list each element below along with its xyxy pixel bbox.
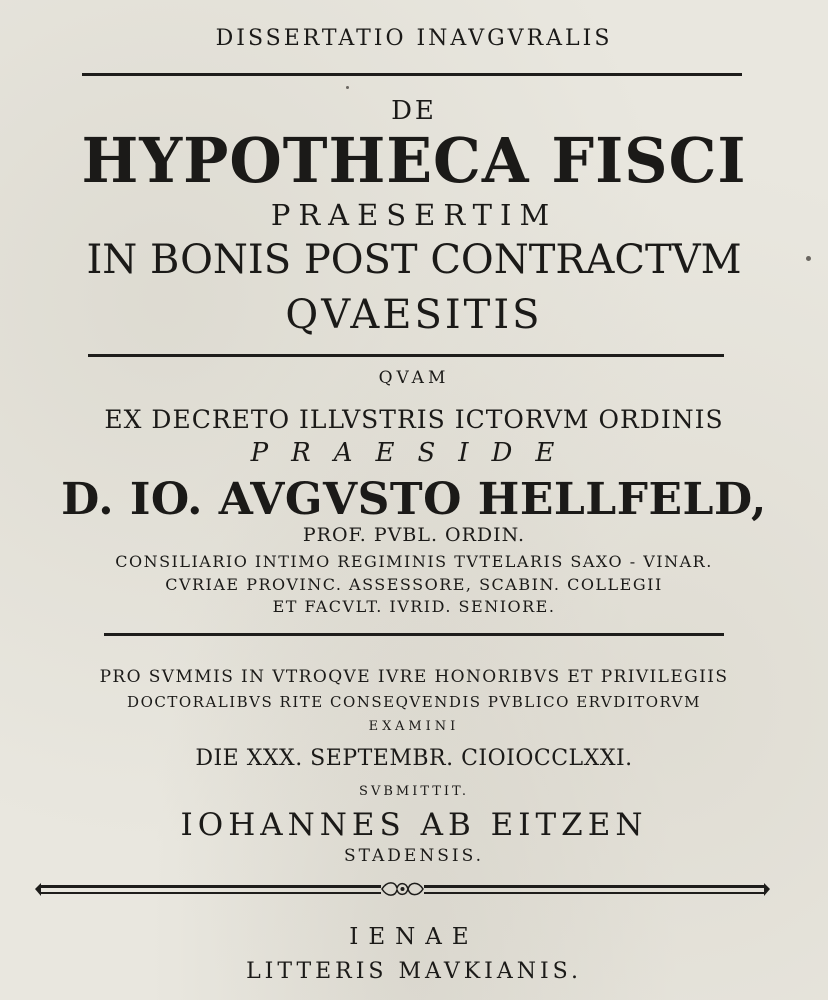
submittit-line: SVBMITTIT.	[359, 784, 469, 799]
rule-after-title	[88, 354, 724, 357]
pro-line-1: PRO SVMMIS IN VTROQVE IVRE HONORIBVS ET PRIVILEGIIS	[99, 667, 729, 687]
praeses-titles-line-3: ET FACVLT. IVRID. SENIORE.	[272, 597, 556, 616]
ex-decreto-line: EX DECRETO ILLVSTRIS ICTORVM ORDINIS	[104, 405, 724, 434]
author-name: IOHANNES AB EITZEN	[180, 807, 648, 843]
praeside-line: PRAESIDE	[250, 438, 578, 468]
praeses-name: D. IO. AVGVSTO HELLFELD,	[61, 474, 767, 525]
dissertation-header: DISSERTATIO INAVGVRALIS	[215, 26, 613, 51]
examini-line: EXAMINI	[368, 719, 460, 734]
rule-middle	[104, 633, 724, 636]
printer-line: LITTERIS MAVKIANIS.	[246, 959, 582, 984]
de-line: DE	[391, 96, 437, 126]
praeses-titles-line-2: CVRIAE PROVINC. ASSESSORE, SCABIN. COLLEGII	[165, 575, 663, 594]
paper-spot	[346, 86, 349, 89]
rule-top	[82, 73, 742, 76]
subtitle-line-2: QVAESITIS	[285, 292, 543, 338]
praeses-titles-line-1: CONSILIARIO INTIMO REGIMINIS TVTELARIS SAXO - VINAR.	[115, 552, 713, 571]
qvam-line: QVAM	[378, 368, 450, 388]
date-line: DIE XXX. SEPTEMBR. CIOIOCCLXXI.	[195, 746, 633, 771]
author-origin: STADENSIS.	[343, 846, 485, 866]
subtitle-line-1: IN BONIS POST CONTRACTVM	[86, 237, 742, 283]
main-title: HYPOTHECA FISCI	[81, 124, 747, 197]
ornamental-rule-icon	[35, 879, 770, 901]
city-line: IENAE	[349, 924, 479, 950]
pro-line-2: DOCTORALIBVS RITE CONSEQVENDIS PVBLICO ERVDITORVM	[127, 693, 701, 711]
praesertim-line: PRAESERTIM	[270, 198, 558, 232]
prof-line: PROF. PVBL. ORDIN.	[302, 524, 526, 546]
paper-spot	[806, 256, 811, 261]
